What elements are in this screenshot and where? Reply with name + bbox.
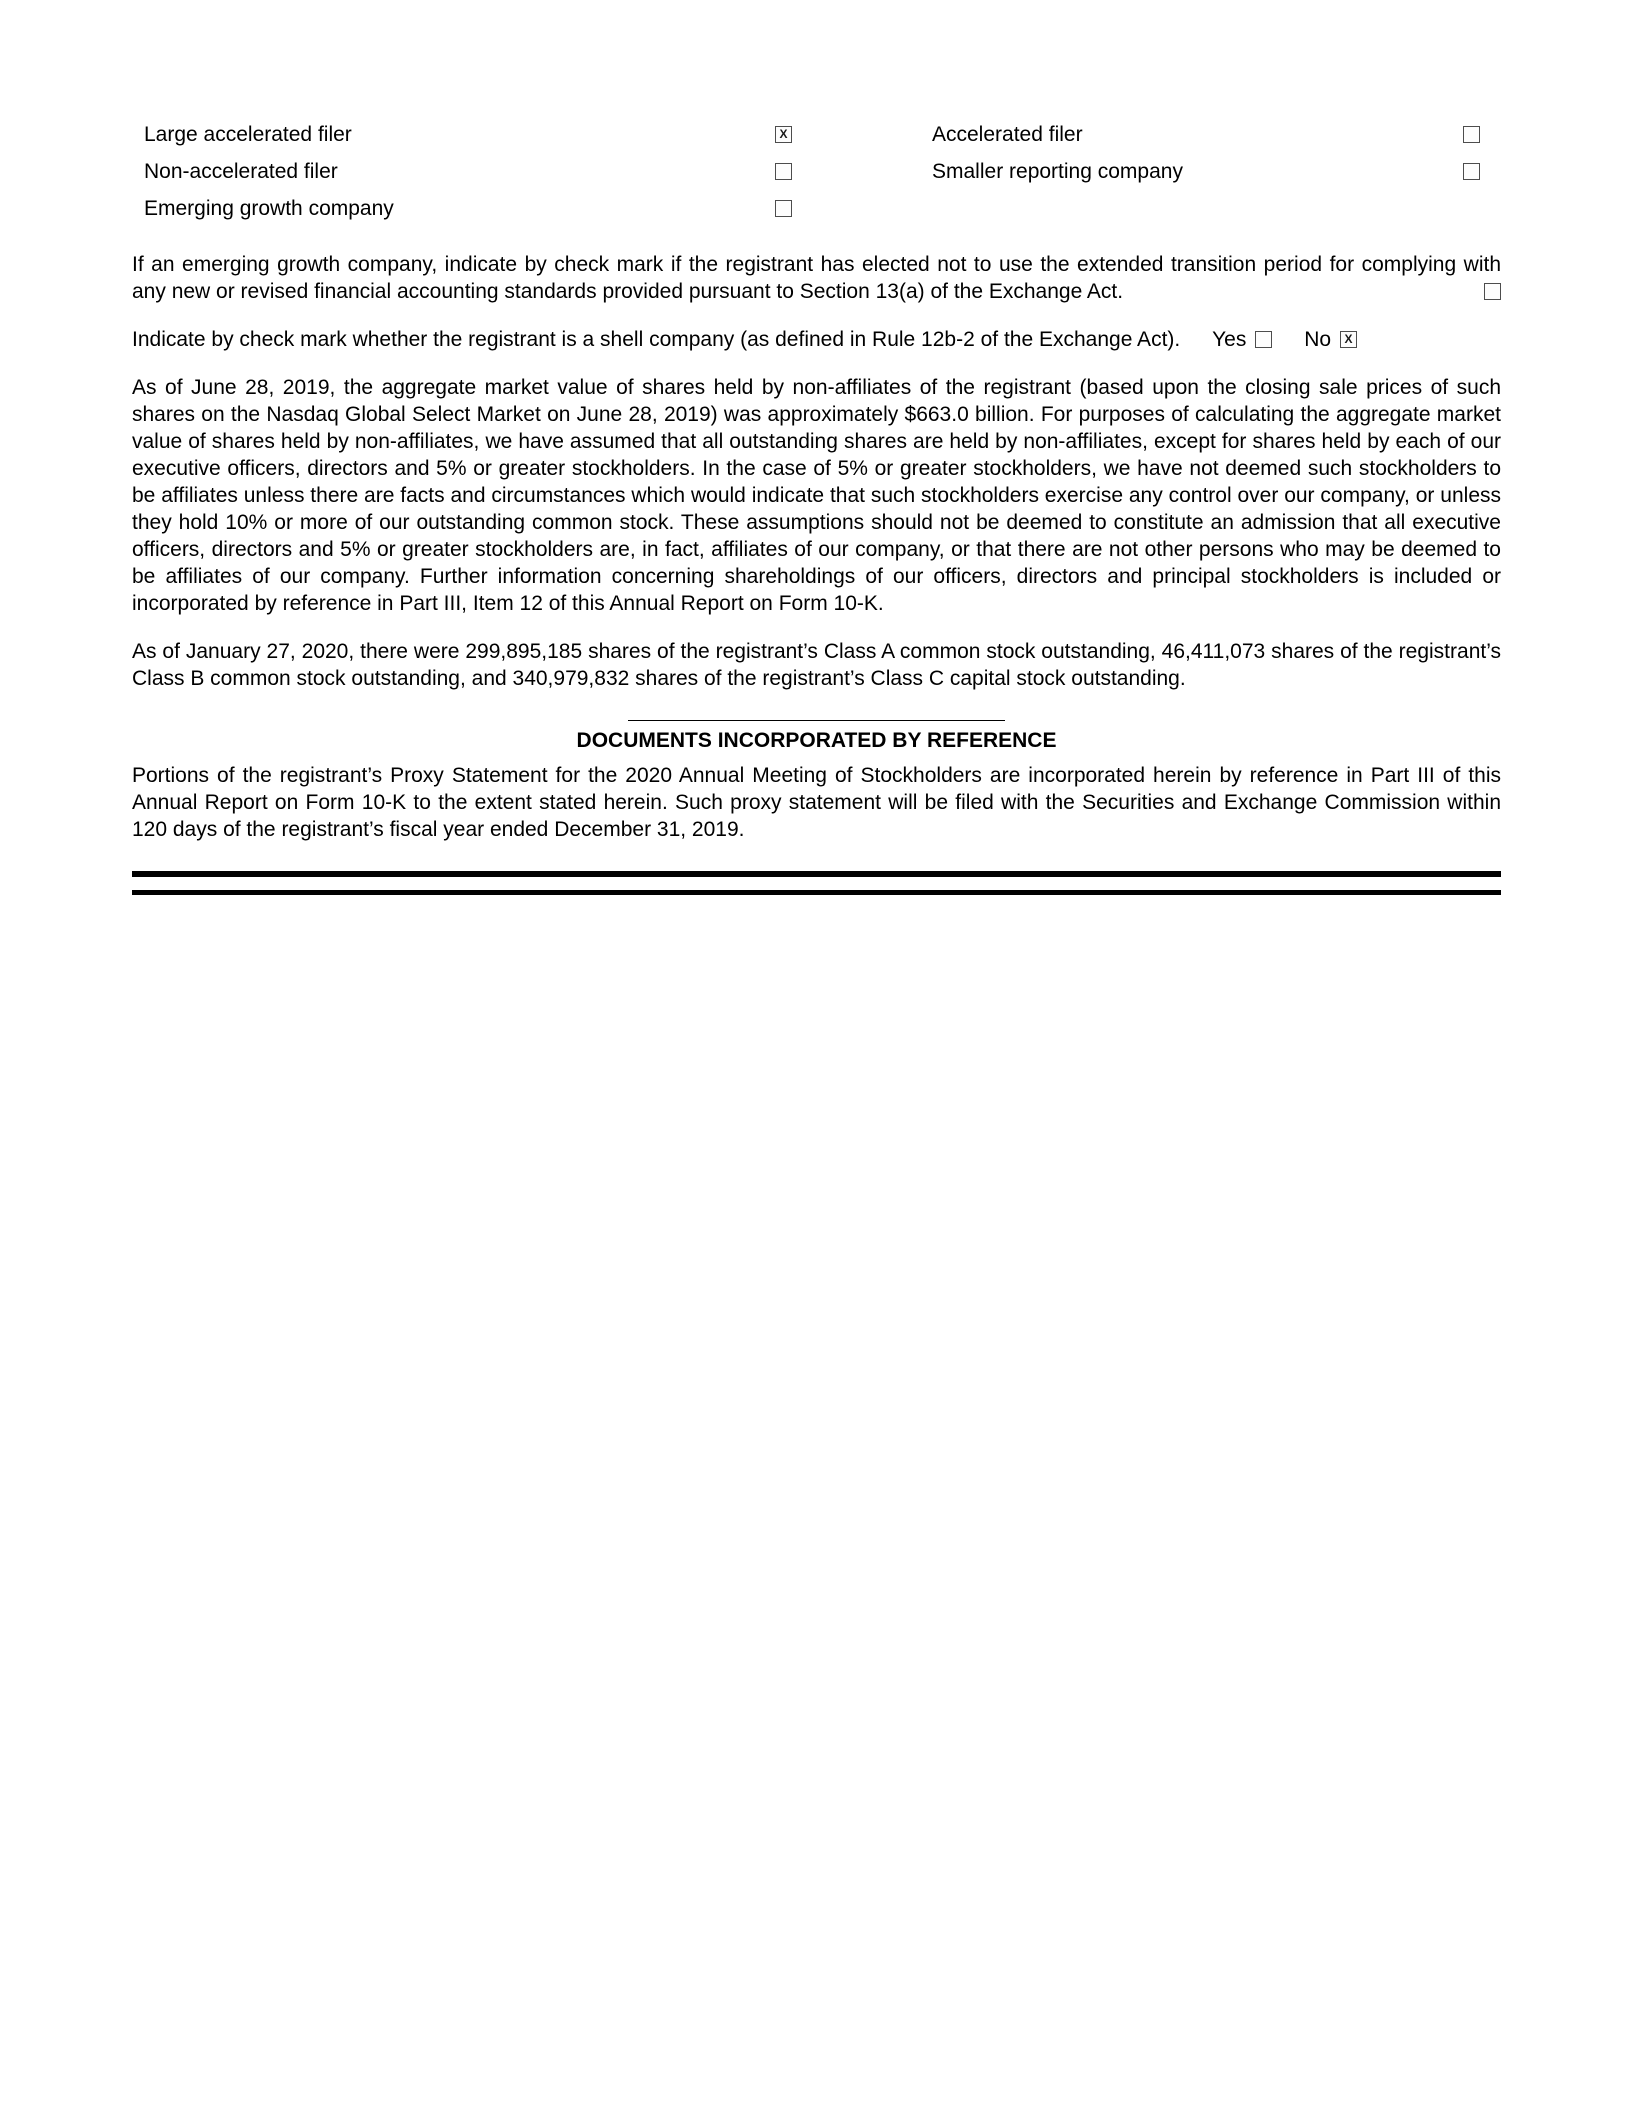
filer-row-3 bbox=[132, 190, 1501, 227]
filer-status-table bbox=[132, 116, 1501, 227]
checkbox-cell bbox=[775, 200, 920, 217]
checkbox-large-accelerated-filer[interactable]: X bbox=[775, 126, 792, 143]
bottom-rule-1 bbox=[132, 871, 1501, 877]
checkbox-shell-yes[interactable] bbox=[1255, 331, 1272, 348]
shares-outstanding-paragraph: As of January 27, 2020, there were 299,895,185 shares of the registrant’s Class A common stock outstanding, 46,411,073 shares of the registrant’s Class B common stock outstanding, and 340,979,832 shares of the registrant’s Class C capital stock outstanding. bbox=[132, 640, 1501, 690]
yes-label: Yes bbox=[1212, 328, 1247, 351]
checkbox-cell bbox=[775, 163, 920, 180]
filer-label-large-accelerated-filer: Large accelerated filer bbox=[144, 122, 352, 146]
filer-label-accelerated-filer: Accelerated filer bbox=[932, 122, 1083, 146]
documents-incorporated-heading: DOCUMENTS INCORPORATED BY REFERENCE bbox=[576, 729, 1057, 752]
checkbox-extended-transition-period[interactable] bbox=[1484, 283, 1501, 300]
shell-company-text: Indicate by check mark whether the registrant is a shell company (as defined in Rule 12b-2 of the Exchange Act). bbox=[132, 328, 1181, 351]
page-content bbox=[132, 116, 1501, 895]
checkbox-smaller-reporting-company[interactable] bbox=[1463, 163, 1480, 180]
checkbox-cell bbox=[775, 126, 920, 143]
checkbox-non-accelerated-filer[interactable] bbox=[775, 163, 792, 180]
checkbox-accelerated-filer[interactable] bbox=[1463, 126, 1480, 143]
shell-yes-group bbox=[1212, 328, 1278, 351]
filer-label-smaller-reporting-company: Smaller reporting company bbox=[932, 159, 1183, 183]
filer-label-non-accelerated-filer: Non-accelerated filer bbox=[144, 159, 338, 183]
filer-row-2 bbox=[132, 153, 1501, 190]
filer-label-emerging-growth-company: Emerging growth company bbox=[144, 196, 394, 220]
bottom-rule-2 bbox=[132, 890, 1501, 895]
shell-no-group bbox=[1304, 328, 1357, 351]
filer-row-1 bbox=[132, 116, 1501, 153]
checkbox-cell bbox=[1463, 126, 1501, 143]
heading-divider bbox=[628, 720, 1005, 721]
emerging-growth-text: If an emerging growth company, indicate by check mark if the registrant has elected not to use the extended transition period for complying with any new or revised financial accounting standards provided pursuant to Section 13(a) of the Exchange Act. bbox=[132, 253, 1501, 303]
market-value-paragraph: As of June 28, 2019, the aggregate market value of shares held by non-affiliates of the registrant (based upon the closing sale prices of such shares on the Nasdaq Global Select Market on June 28, 2019) was approximately $663.0 billion. For purposes of calculating the aggregate market value of shares held by non-affiliates, we have assumed that all outstanding shares are held by non-affiliates, except for shares held by each of our executive officers, directors and 5% or greater stockholders. In the case of 5% or greater stockholders, we have not deemed such stockholders to be affiliates unless there are facts and circumstances which would indicate that such stockholders exercise any control over our company, or unless they hold 10% or more of our outstanding common stock. These assumptions should not be deemed to constitute an admission that all executive officers, directors and 5% or greater stockholders are, in fact, affiliates of our company, or that there are not other persons who may be deemed to be affiliates of our company. Further information concerning shareholdings of our officers, directors and principal stockholders is included or incorporated by reference in Part III, Item 12 of this Annual Report on Form 10-K. bbox=[132, 376, 1501, 615]
emerging-growth-paragraph bbox=[132, 251, 1501, 305]
shell-company-line bbox=[132, 326, 1501, 353]
checkbox-shell-no[interactable]: X bbox=[1340, 331, 1357, 348]
no-label: No bbox=[1304, 328, 1332, 351]
checkbox-emerging-growth-company[interactable] bbox=[775, 200, 792, 217]
proxy-statement-paragraph: Portions of the registrant’s Proxy Statement for the 2020 Annual Meeting of Stockholders are incorporated herein by reference in Part III of this Annual Report on Form 10-K to the extent stated herein. Such proxy statement will be filed with the Securities and Exchange Commission within 120 days of the registrant’s fiscal year ended December 31, 2019. bbox=[132, 764, 1501, 841]
checkbox-cell bbox=[1463, 163, 1501, 180]
